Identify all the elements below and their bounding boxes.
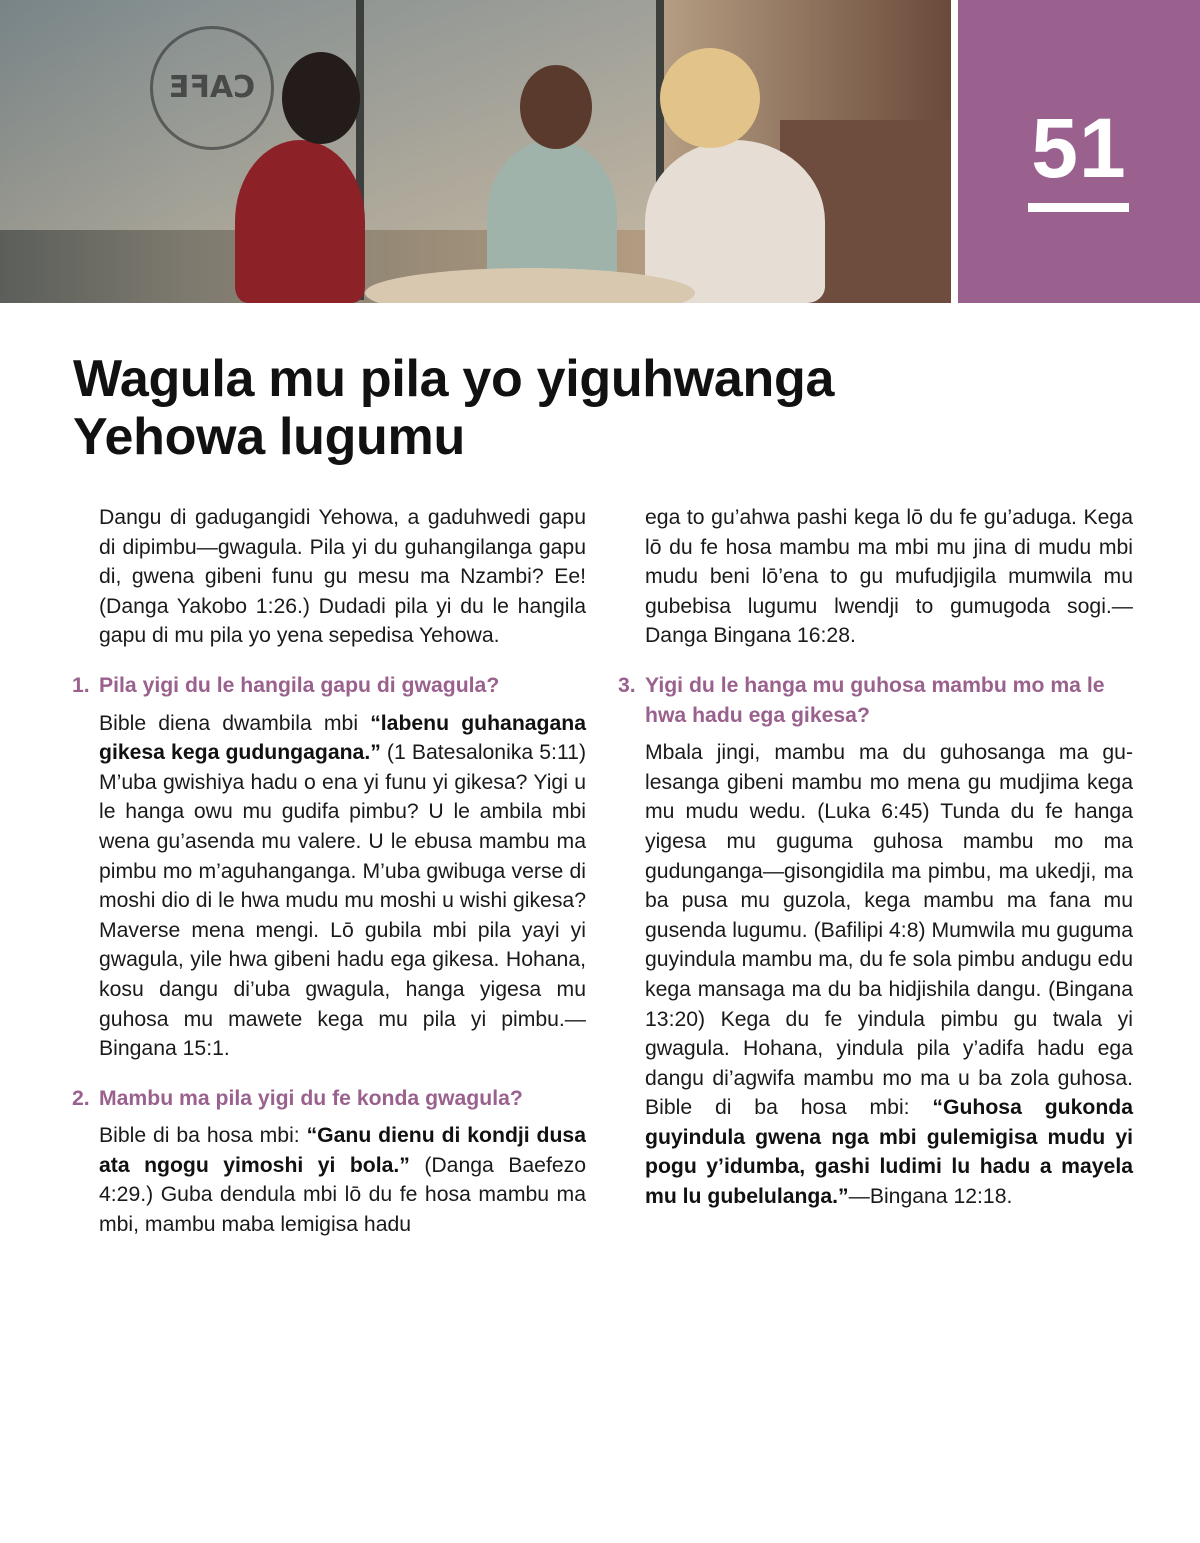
body-text: (Danga Baefezo 4:29.) Guba dendula mbi lō du fe hosa mambu ma mbi, mambu maba lemigisa hadu xyxy=(99,1153,586,1237)
section-heading-text: Yigi du le hanga mu guhosa mambu mo ma le hwa hadu ega gikesa? xyxy=(645,673,1105,727)
section-number: 3. xyxy=(618,673,636,697)
chapter-underline xyxy=(1028,203,1129,212)
scripture-quote: “labenu guhanagana gikesa kega gudungagana.” xyxy=(99,711,586,765)
chapter-number: 51 xyxy=(1031,101,1127,195)
section-2-heading xyxy=(72,1084,586,1114)
body-text: Bible diena dwambila mbi xyxy=(99,711,371,735)
scripture-quote: “Ganu dienu di kondji dusa ata ngogu yimoshi yi bola.” xyxy=(99,1124,586,1177)
section-1-body xyxy=(99,709,586,1064)
woman-red-sweater-head xyxy=(282,52,360,144)
scripture-quote: “Guhosa gukonda guyindula gwena nga mbi gulemigisa mudu yi pogu y’idumba, gashi ludimi lu hadu a mayela mu lu gubelulanga.” xyxy=(645,1096,1134,1209)
section-2-body-continued: ega to gu’ahwa pashi kega lō du fe gu’aduga. Kega lō du fe hosa mambu ma mbi mu jina di mudu mbi mudu beni lō’ena to gu mufudjigila mumwila mu gubebisa lugumu lwendji to gumugoda sogi.—Danga Bingana 16:28. xyxy=(645,506,1133,648)
section-3-heading xyxy=(618,671,1133,730)
body-text: Bible di ba hosa mbi: xyxy=(99,1124,307,1148)
woman-blonde xyxy=(645,140,825,303)
section-number: 1. xyxy=(72,673,90,697)
section-1-heading xyxy=(72,671,586,701)
body-text: —Bingana 12:18. xyxy=(848,1185,1013,1209)
header-photo xyxy=(0,0,951,303)
chapter-badge xyxy=(958,0,1200,303)
woman-red-sweater xyxy=(235,140,365,303)
woman-green-blouse-head xyxy=(520,65,592,149)
section-heading-text: Pila yigi du le hangila gapu di gwagula? xyxy=(99,673,500,697)
intro-paragraph: Dangu di gadugangidi Yehowa, a gaduhwedi gapu di dipimbu—gwagula. Pila yi du guhangilanga gapu di, gwena gibeni funu gu mesu ma Nzambi? Ee! (Danga Yakobo 1:26.) Dudadi pila yi du le hangila gapu di mu pila yo yena sepedisa Yehowa. xyxy=(99,506,586,648)
body-text: Mbala jingi, mambu ma du guhosanga ma gulesanga gibeni mambu mo mena gu mudjima kega mu mudu wedu. (Luka 6:45) Tunda du fe hanga yigesa mu guguma guhosa mambu mo ma gudunganga—gisongidila ma pimbu, ma ukedji, ma ba pusa mu guzola, kega mambu ma fana mu gusenda lugumu. (Bafilipi 4:8) Mumwila mu guguma guyindula mambu ma, du fe sola pimbu andugu edu kega mansaga ma du ba hidjishila dangu. (Bingana 13:20) Kega du fe yindula pimbu gu twala yi gwagula. Hohana, yindula pila y’adifa hadu ega dangu di’agwifa mambu mo ma u ba zola guhosa. Bible di ba hosa mbi: xyxy=(645,741,1133,1120)
page-title xyxy=(73,350,973,466)
cafe-sign-logo: CAFE xyxy=(150,26,274,150)
woman-blonde-head xyxy=(660,48,760,148)
title-line-1: Wagula mu pila yo yiguhwanga xyxy=(73,350,835,408)
body-text: (1 Batesalonika 5:11) M’uba gwishiya hadu o ena yi funu yi gikesa? Yigi u le hanga owu mu gudifa pimbu? U le ambila mbi wena gu’asenda mu valere. U le ebusa mambu ma pimbu mo m’aguhanganga. M’uba gwibuga verse di moshi dio di le hwa mudu mu moshi u wishi gikesa? Maverse mena mengi. Lō gubila mbi pila yayi yi gwagula, yile hwa gibeni hadu ega gikesa. Hohana, kosu dangu di’uba gwagula, hanga yigesa mu guhosa mu mawete kega mu pila yi pimbu.—Bingana 15:1. xyxy=(99,741,586,1061)
title-line-2: Yehowa lugumu xyxy=(73,408,465,466)
section-heading-text: Mambu ma pila yigi du fe konda gwagula? xyxy=(99,1086,523,1110)
section-number: 2. xyxy=(72,1086,90,1110)
section-2-body xyxy=(99,1121,586,1239)
right-column xyxy=(618,503,1133,1212)
section-3-body xyxy=(645,738,1133,1212)
left-column xyxy=(72,503,586,1239)
